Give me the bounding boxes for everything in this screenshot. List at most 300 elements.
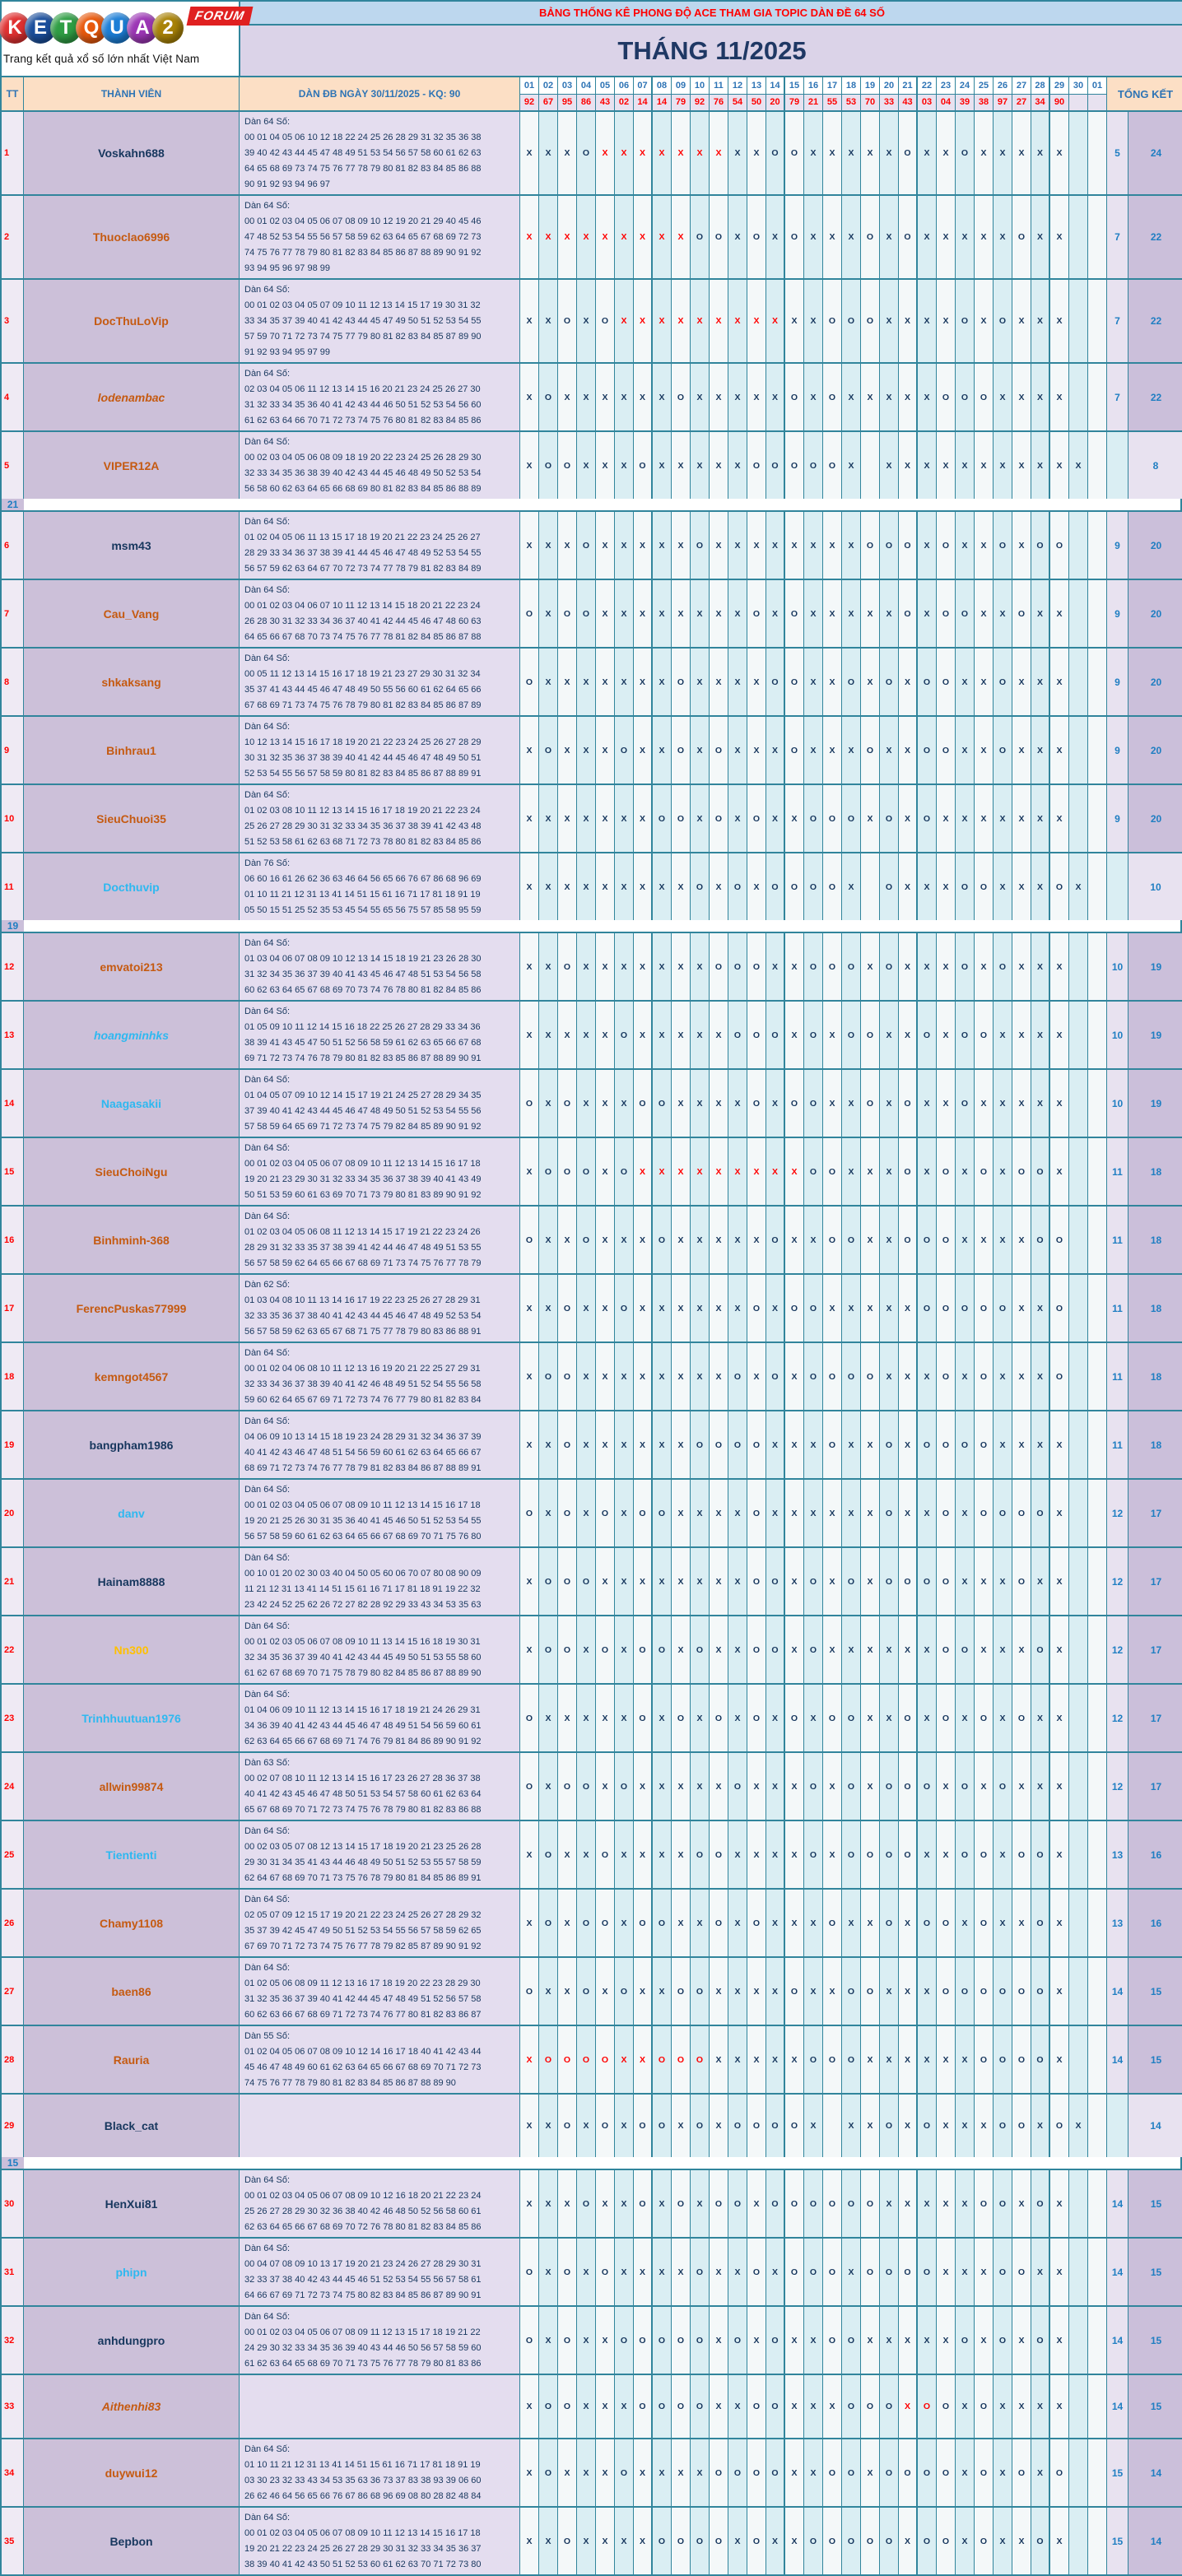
mark-hit-x: X [747, 649, 766, 715]
mark-hit-x: X [994, 364, 1012, 430]
mark-hit-x: X [672, 1890, 691, 1956]
total-o-count: 9 [1107, 512, 1128, 579]
mark-hit-x: X [558, 512, 577, 579]
mark-hit-x: X [1012, 512, 1031, 579]
mark-cell-empty [1069, 1343, 1088, 1410]
mark-cell-empty [1069, 112, 1088, 194]
mark-hit-x: X [918, 196, 937, 278]
col-header-tt: TT [2, 77, 24, 112]
mark-hit-x: X [899, 649, 918, 715]
dan-number-line: 00 01 02 03 05 06 07 08 09 10 11 13 14 15 16 18 19 30 31 [244, 1637, 481, 1647]
dan-number-line: 00 01 02 03 04 05 07 09 10 11 12 13 14 15 17 19 30 31 32 [244, 300, 481, 310]
mark-miss-o: O [1012, 1480, 1031, 1546]
mark-hit-x: X [804, 1480, 823, 1546]
mark-hit-x: X [994, 2375, 1012, 2438]
dan-numbers-cell [240, 196, 520, 278]
member-name-link[interactable]: Black_cat [104, 2119, 159, 2132]
member-name-link[interactable]: hoangminhks [93, 1028, 169, 1042]
logo-letter-2: 2 [152, 12, 184, 44]
mark-hit-x: X [520, 2095, 539, 2157]
day-result-value: 34 [1031, 95, 1049, 110]
mark-hit-x: X [710, 1070, 728, 1137]
member-row [2, 785, 1180, 853]
mark-hit-x: X [596, 2508, 615, 2574]
dan-numbers-cell [240, 2095, 520, 2157]
mark-hit-x: X [577, 196, 596, 278]
mark-hit-x: X [842, 1138, 861, 1205]
mark-hit-x: X [804, 196, 823, 278]
member-name-link[interactable]: Bepbon [109, 2534, 153, 2548]
member-name-link[interactable]: emvatoi213 [100, 960, 163, 974]
dan-numbers-cell [240, 1480, 520, 1546]
mark-hit-x: X [615, 853, 634, 920]
mark-hit-x: X [634, 1753, 653, 1820]
row-index: 30 [2, 2170, 24, 2237]
mark-miss-o: O [710, 2170, 728, 2237]
mark-hit-x: X [1031, 2375, 1050, 2438]
dan-numbers-cell [240, 1002, 520, 1068]
mark-miss-o: O [937, 1480, 956, 1546]
member-name-link[interactable]: danv [118, 1506, 145, 1520]
mark-hit-x: X [842, 2239, 861, 2305]
dan-number-line: 60 62 63 64 65 67 68 69 70 73 74 76 78 80 81 82 84 85 86 [244, 985, 482, 995]
logo-letter-k: K [0, 12, 30, 44]
member-cell [24, 1821, 240, 1888]
day-column-header [1031, 77, 1050, 112]
mark-miss-o: O [728, 1411, 747, 1478]
page-header [2, 2, 1180, 77]
mark-hit-x: X [577, 2439, 596, 2506]
day-number: 08 [653, 77, 671, 95]
forum-badge: FORUM [187, 7, 254, 26]
mark-cell-empty [1088, 2095, 1107, 2157]
member-name-link[interactable]: VIPER12A [103, 458, 160, 472]
day-result-value: 97 [994, 95, 1012, 110]
mark-miss-o: O [1012, 580, 1031, 647]
mark-hit-x: X [1012, 1411, 1031, 1478]
mark-miss-o: O [804, 1070, 823, 1137]
mark-cell-empty [1069, 1890, 1088, 1956]
member-name-link[interactable]: SieuChuoi35 [96, 811, 166, 825]
mark-hit-x: X [956, 512, 975, 579]
mark-miss-o: O [1031, 2026, 1050, 2093]
member-name-link[interactable]: Aithenhi83 [101, 2400, 161, 2413]
mark-hit-x: X [766, 1890, 785, 1956]
dan-number-line: 60 62 63 66 67 68 69 71 72 73 74 76 77 80 81 82 83 86 87 [244, 2010, 482, 2020]
member-name-link[interactable]: Docthuvip [103, 880, 160, 894]
mark-hit-x: X [710, 1616, 728, 1683]
mark-hit-x: X [691, 1890, 710, 1956]
mark-hit-x: X [1050, 1958, 1069, 2025]
mark-hit-x: X [558, 364, 577, 430]
day-column-header [634, 77, 653, 112]
mark-hit-x: X [539, 785, 558, 852]
mark-miss-o: O [823, 2239, 842, 2305]
mark-hit-x: X [766, 1275, 785, 1341]
day-number: 02 [539, 77, 557, 95]
mark-hit-x: X [1050, 432, 1069, 499]
member-row [2, 1275, 1180, 1343]
mark-hit-x: X [728, 649, 747, 715]
member-name-link[interactable]: Trinhhuutuan1976 [81, 1711, 181, 1725]
mark-hit-x: X [880, 1002, 899, 1068]
mark-hit-x: X [823, 112, 842, 194]
mark-cell-empty [1088, 364, 1107, 430]
dan-number-line: 32 33 35 36 37 38 40 41 42 43 44 45 46 47 48 49 52 53 54 [244, 1311, 482, 1321]
total-x-count: 24 [1128, 112, 1182, 194]
member-name-link[interactable]: duywui12 [105, 2466, 158, 2480]
dan-label: Dàn 64 Số: [244, 201, 291, 211]
member-row [2, 1207, 1180, 1275]
mark-hit-x: X [672, 1138, 691, 1205]
member-name-link[interactable]: Naagasakii [100, 1096, 162, 1110]
total-o-count: 14 [1107, 2026, 1128, 2093]
mark-cell-empty [1069, 933, 1088, 1000]
mark-hit-x: X [728, 717, 747, 783]
dan-number-line: 23 42 24 52 25 62 26 72 27 82 28 92 29 33 43 34 53 35 63 [244, 1600, 482, 1610]
member-name-link[interactable]: anhdungpro [97, 2333, 165, 2347]
member-name-link[interactable]: Binhminh-368 [93, 1233, 170, 1247]
member-name-link[interactable]: Binhrau1 [106, 743, 156, 757]
day-number: 10 [691, 77, 709, 95]
mark-miss-o: O [577, 112, 596, 194]
site-logo[interactable] [2, 2, 246, 77]
total-o-count: 12 [1107, 1685, 1128, 1751]
mark-hit-x: X [653, 853, 672, 920]
mark-hit-x: X [975, 196, 994, 278]
mark-hit-x: X [596, 1070, 615, 1137]
total-o-count: 13 [1107, 1890, 1128, 1956]
dan-label: Dàn 76 Số: [244, 858, 291, 868]
mark-hit-x: X [842, 432, 861, 499]
dan-numbers-cell [240, 1685, 520, 1751]
mark-hit-x: X [672, 1821, 691, 1888]
mark-cell-empty [1069, 1685, 1088, 1751]
mark-miss-o: O [558, 1070, 577, 1137]
mark-hit-x: X [1012, 2170, 1031, 2237]
total-o-count: 14 [1107, 2170, 1128, 2237]
mark-hit-x: X [672, 512, 691, 579]
mark-hit-x: X [634, 1548, 653, 1615]
mark-miss-o: O [956, 2307, 975, 2374]
member-cell [24, 1480, 240, 1546]
day-number: 06 [615, 77, 633, 95]
mark-miss-o: O [975, 2508, 994, 2574]
row-index: 22 [2, 1616, 24, 1683]
mark-hit-x: X [1031, 1070, 1050, 1137]
mark-hit-x: X [994, 1616, 1012, 1683]
ketqua2-logo [3, 5, 246, 51]
mark-miss-o: O [785, 2170, 804, 2237]
mark-miss-o: O [634, 1890, 653, 1956]
day-column-header [766, 77, 785, 112]
mark-hit-x: X [672, 196, 691, 278]
mark-hit-x: X [558, 1890, 577, 1956]
member-row [2, 364, 1180, 432]
member-name-link[interactable]: SieuChoiNgu [95, 1165, 168, 1179]
mark-hit-x: X [975, 580, 994, 647]
day-result-value: 50 [747, 95, 766, 110]
mark-miss-o: O [634, 2170, 653, 2237]
dan-number-line: 02 03 04 05 06 11 12 13 14 15 16 20 21 23 24 25 26 27 30 [244, 384, 481, 394]
dan-number-line: 61 62 67 68 69 70 71 75 78 79 80 82 84 85 86 87 88 89 90 [244, 1668, 482, 1678]
total-x-count: 15 [1128, 2239, 1182, 2305]
day-number: 05 [596, 77, 614, 95]
mark-miss-o: O [785, 649, 804, 715]
day-column-header [823, 77, 842, 112]
mark-miss-o: O [842, 2375, 861, 2438]
mark-hit-x: X [861, 2439, 880, 2506]
mark-miss-o: O [577, 1890, 596, 1956]
mark-cell-empty [1069, 785, 1088, 852]
mark-miss-o: O [653, 2375, 672, 2438]
mark-cell-empty [823, 2095, 842, 2157]
mark-miss-o: O [539, 432, 558, 499]
member-name-link[interactable]: Tientienti [105, 1848, 157, 1862]
mark-hit-x: X [747, 512, 766, 579]
mark-miss-o: O [558, 1343, 577, 1410]
mark-cell-empty [1107, 2095, 1128, 2157]
mark-miss-o: O [880, 512, 899, 579]
member-name-link[interactable]: FerencPuskas77999 [76, 1301, 187, 1315]
mark-miss-o: O [804, 2170, 823, 2237]
mark-hit-x: X [842, 196, 861, 278]
dan-numbers-cell [240, 2239, 520, 2305]
mark-hit-x: X [596, 580, 615, 647]
mark-hit-x: X [653, 580, 672, 647]
mark-miss-o: O [577, 1958, 596, 2025]
mark-miss-o: O [880, 2439, 899, 2506]
mark-miss-o: O [710, 785, 728, 852]
mark-hit-x: X [899, 1890, 918, 1956]
mark-hit-x: X [861, 649, 880, 715]
mark-hit-x: X [880, 1958, 899, 2025]
member-cell [24, 2508, 240, 2574]
mark-hit-x: X [899, 364, 918, 430]
table-title-banner: BẢNG THỐNG KÊ PHONG ĐỘ ACE THAM GIA TOPIC DÀN ĐỀ 64 SỐ [240, 2, 1182, 26]
mark-miss-o: O [728, 933, 747, 1000]
mark-hit-x: X [1012, 1343, 1031, 1410]
day-number: 17 [823, 77, 841, 95]
dan-number-line: 34 36 39 40 41 42 43 44 45 46 47 48 49 51 54 56 59 60 61 [244, 1721, 482, 1731]
mark-hit-x: X [728, 432, 747, 499]
dan-number-line: 56 57 58 59 60 61 62 63 64 65 66 67 68 69 70 71 75 76 80 [244, 1532, 482, 1541]
mark-hit-x: X [596, 649, 615, 715]
dan-number-line: 52 53 54 55 56 57 58 59 80 81 82 83 84 85 86 87 88 89 91 [244, 769, 482, 779]
mark-cell-empty [1088, 1685, 1107, 1751]
mark-hit-x: X [634, 1343, 653, 1410]
mark-hit-x: X [672, 853, 691, 920]
mark-cell-empty [1088, 1343, 1107, 1410]
dan-number-line: 62 63 64 65 66 67 68 69 71 74 76 79 81 84 86 89 90 91 92 [244, 1737, 482, 1746]
mark-hit-x: X [634, 1275, 653, 1341]
mark-hit-x: X [539, 1958, 558, 2025]
mark-miss-o: O [1050, 1275, 1069, 1341]
mark-miss-o: O [975, 853, 994, 920]
dan-label: Dàn 64 Số: [244, 1143, 291, 1153]
mark-hit-x: X [1031, 1002, 1050, 1068]
row-index: 7 [2, 580, 24, 647]
total-o-count: 12 [1107, 1548, 1128, 1615]
dan-numbers-cell [240, 1343, 520, 1410]
mark-hit-x: X [577, 717, 596, 783]
total-o-count: 12 [1107, 1616, 1128, 1683]
mark-hit-x: X [899, 432, 918, 499]
dan-numbers-cell [240, 1138, 520, 1205]
mark-hit-x: X [804, 717, 823, 783]
mark-hit-x: X [899, 1002, 918, 1068]
member-name-link[interactable]: shkaksang [101, 675, 161, 689]
total-x-count: 20 [1128, 649, 1182, 715]
mark-hit-x: X [1050, 2026, 1069, 2093]
mark-hit-x: X [956, 1480, 975, 1546]
mark-hit-x: X [937, 280, 956, 362]
mark-miss-o: O [539, 2026, 558, 2093]
mark-miss-o: O [766, 1343, 785, 1410]
mark-hit-x: X [918, 1616, 937, 1683]
row-index: 20 [2, 1480, 24, 1546]
mark-hit-x: X [710, 512, 728, 579]
dan-number-line: 00 01 02 03 04 05 06 07 08 09 10 12 19 20 21 29 40 45 46 [244, 216, 482, 226]
mark-miss-o: O [823, 364, 842, 430]
mark-cell-empty [1088, 933, 1107, 1000]
day-column-header [804, 77, 823, 112]
mark-miss-o: O [937, 364, 956, 430]
mark-hit-x: X [1031, 1411, 1050, 1478]
mark-miss-o: O [634, 1480, 653, 1546]
mark-miss-o: O [520, 1958, 539, 2025]
mark-hit-x: X [804, 2375, 823, 2438]
member-name-link[interactable]: Thuoclao6996 [92, 230, 170, 244]
dan-number-line: 68 69 71 72 73 74 76 77 78 79 81 82 83 84 86 87 88 89 91 [244, 1463, 482, 1473]
mark-hit-x: X [766, 785, 785, 852]
mark-hit-x: X [1050, 785, 1069, 852]
member-name-link[interactable]: Cau_Vang [103, 607, 160, 621]
mark-miss-o: O [842, 2170, 861, 2237]
member-name-link[interactable]: msm43 [111, 538, 151, 552]
mark-miss-o: O [766, 112, 785, 194]
day-column-header [577, 77, 596, 112]
mark-cell-empty [1088, 2026, 1107, 2093]
member-name-link[interactable]: DocThuLoVip [94, 314, 169, 328]
mark-miss-o: O [728, 2095, 747, 2157]
mark-hit-x: X [804, 512, 823, 579]
mark-hit-x: X [577, 933, 596, 1000]
member-name-link[interactable]: bangpham1986 [89, 1438, 174, 1452]
member-name-link[interactable]: kemngot4567 [94, 1369, 169, 1383]
day-number: 15 [785, 77, 803, 95]
dan-number-line: 01 03 04 06 07 08 09 10 12 13 14 15 18 19 21 23 26 28 30 [244, 954, 482, 964]
day-result-value: 54 [728, 95, 747, 110]
mark-miss-o: O [880, 1411, 899, 1478]
mark-miss-o: O [1031, 1821, 1050, 1888]
member-name-link[interactable]: lodenambac [97, 390, 165, 404]
mark-hit-x: X [539, 512, 558, 579]
mark-miss-o: O [918, 1548, 937, 1615]
day-result-value: 43 [596, 95, 614, 110]
mark-miss-o: O [899, 1138, 918, 1205]
mark-miss-o: O [728, 1002, 747, 1068]
dan-numbers-cell [240, 512, 520, 579]
mark-miss-o: O [577, 580, 596, 647]
mark-miss-o: O [804, 933, 823, 1000]
mark-miss-o: O [785, 580, 804, 647]
mark-hit-x: X [804, 280, 823, 362]
mark-hit-x: X [691, 280, 710, 362]
mark-hit-x: X [596, 1753, 615, 1820]
mark-miss-o: O [880, 2239, 899, 2305]
mark-hit-x: X [577, 2095, 596, 2157]
mark-miss-o: O [747, 1616, 766, 1683]
member-name-link[interactable]: HenXui81 [105, 2197, 158, 2211]
dan-number-line: 33 34 35 37 39 40 41 42 43 44 45 47 49 50 51 52 53 54 55 [244, 316, 482, 326]
mark-miss-o: O [577, 2170, 596, 2237]
row-index: 15 [2, 1138, 24, 1205]
mark-hit-x: X [918, 1343, 937, 1410]
mark-miss-o: O [937, 1548, 956, 1615]
day-number: 23 [937, 77, 955, 95]
mark-miss-o: O [766, 2095, 785, 2157]
mark-miss-o: O [596, 2095, 615, 2157]
mark-hit-x: X [1069, 2095, 1088, 2157]
dan-number-line: 01 05 09 10 11 12 14 15 16 18 22 25 26 27 28 29 33 34 36 [244, 1022, 481, 1032]
total-o-count: 9 [1107, 717, 1128, 783]
member-name-link[interactable]: Nn300 [114, 1643, 149, 1657]
member-cell [24, 580, 240, 647]
dan-number-line: 51 52 53 58 61 62 63 68 71 72 73 78 80 81 82 83 84 85 86 [244, 837, 482, 847]
mark-hit-x: X [994, 1207, 1012, 1273]
dan-label: Dàn 64 Số: [244, 369, 291, 379]
dan-numbers-cell [240, 1070, 520, 1137]
mark-hit-x: X [899, 785, 918, 852]
mark-hit-x: X [615, 933, 634, 1000]
mark-hit-x: X [596, 1548, 615, 1615]
mark-hit-x: X [766, 280, 785, 362]
mark-hit-x: X [539, 112, 558, 194]
mark-hit-x: X [520, 2508, 539, 2574]
mark-hit-x: X [1050, 1753, 1069, 1820]
mark-miss-o: O [899, 1821, 918, 1888]
mark-hit-x: X [823, 1821, 842, 1888]
member-name-link[interactable]: phipn [115, 2265, 147, 2279]
member-row [2, 112, 1180, 196]
mark-hit-x: X [804, 112, 823, 194]
mark-hit-x: X [615, 785, 634, 852]
mark-miss-o: O [1012, 1548, 1031, 1615]
mark-hit-x: X [842, 717, 861, 783]
member-name-link[interactable]: Chamy1108 [99, 1916, 164, 1930]
total-o-count: 11 [1107, 1207, 1128, 1273]
mark-miss-o: O [728, 2439, 747, 2506]
mark-hit-x: X [1012, 112, 1031, 194]
mark-miss-o: O [747, 1548, 766, 1615]
dan-numbers-cell [240, 2170, 520, 2237]
mark-miss-o: O [558, 1753, 577, 1820]
member-name-link[interactable]: baen86 [111, 1984, 151, 1998]
mark-cell-empty [1069, 512, 1088, 579]
member-name-link[interactable]: Rauria [113, 2053, 150, 2067]
member-name-link[interactable]: allwin99874 [99, 1779, 164, 1793]
member-name-link[interactable]: Hainam8888 [97, 1574, 165, 1588]
mark-hit-x: X [956, 2095, 975, 2157]
day-number: 16 [804, 77, 822, 95]
mark-hit-x: X [766, 2239, 785, 2305]
mark-hit-x: X [1050, 280, 1069, 362]
mark-cell-empty [1069, 1275, 1088, 1341]
mark-miss-o: O [842, 1821, 861, 1888]
mark-miss-o: O [1031, 1958, 1050, 2025]
member-name-link[interactable]: Voskahn688 [98, 146, 165, 160]
